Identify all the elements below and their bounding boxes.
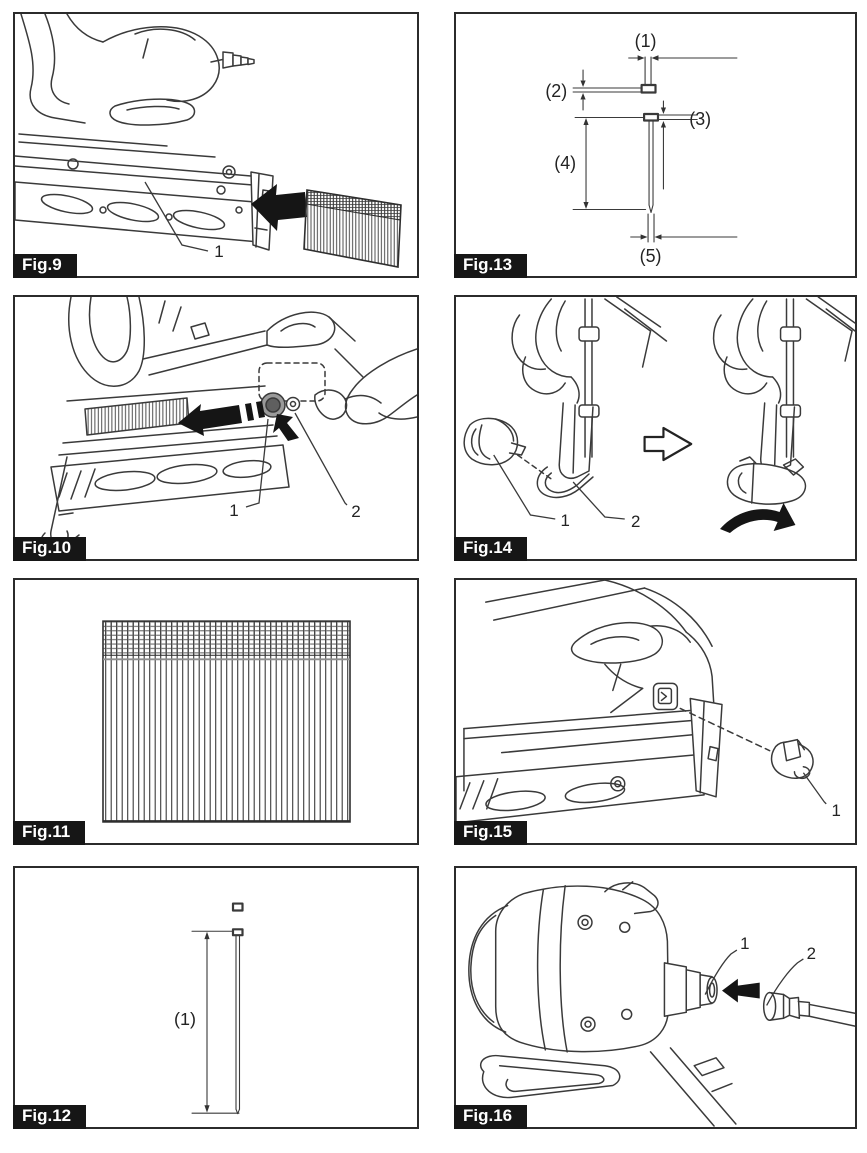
panel-fig10 bbox=[13, 295, 419, 561]
panel-fig9 bbox=[13, 12, 419, 278]
nailer-line-art bbox=[469, 882, 855, 1126]
before-view bbox=[464, 297, 666, 497]
nail-stick bbox=[304, 190, 401, 267]
fig15-illustration bbox=[456, 580, 855, 843]
fig16-illustration bbox=[456, 868, 855, 1127]
slide-arrow-bar-1 bbox=[245, 403, 254, 421]
panel-fig11 bbox=[13, 578, 419, 845]
fig13-dim-4: (4) bbox=[554, 152, 577, 174]
leader-line-1 bbox=[246, 419, 268, 507]
fig9-callout-1: 1 bbox=[214, 242, 224, 261]
fig13-dim-1: (1) bbox=[634, 30, 657, 52]
figure-label: Fig.15 bbox=[454, 821, 527, 845]
fig15-callout-1: 1 bbox=[831, 800, 841, 820]
leader-line-2 bbox=[295, 413, 347, 505]
panel-fig13 bbox=[454, 12, 857, 278]
figure-label: Fig.11 bbox=[13, 821, 85, 845]
panel-fig15 bbox=[454, 578, 857, 845]
attach-direction-arrow bbox=[722, 979, 760, 1003]
figure-label: Fig.13 bbox=[454, 254, 527, 278]
fig16-callout-1: 1 bbox=[740, 934, 750, 954]
fig10-callout-2: 2 bbox=[351, 502, 361, 521]
figure-label: Fig.9 bbox=[13, 254, 77, 278]
figure-label: Fig.12 bbox=[13, 1105, 86, 1129]
fig10-illustration bbox=[15, 297, 417, 559]
figure-label: Fig.10 bbox=[13, 537, 86, 561]
fig11-nail-strip bbox=[15, 580, 417, 843]
figure-label: Fig.16 bbox=[454, 1105, 527, 1129]
panel-fig12 bbox=[13, 866, 419, 1129]
nailer-line-art bbox=[456, 580, 813, 823]
leader-line-1 bbox=[803, 773, 826, 804]
fig14-callout-2: 2 bbox=[630, 511, 641, 532]
fig10-callout-1: 1 bbox=[229, 501, 239, 520]
fig12-dimension-diagram bbox=[15, 868, 417, 1127]
rotation-arrow bbox=[720, 503, 795, 533]
nail-strip bbox=[103, 621, 350, 822]
fig14-illustration bbox=[456, 297, 855, 559]
fig9-illustration bbox=[15, 14, 417, 276]
figure-label: Fig.14 bbox=[454, 537, 527, 561]
fig13-dim-2: (2) bbox=[545, 80, 568, 102]
after-view bbox=[714, 297, 855, 504]
panel-fig14 bbox=[454, 295, 857, 561]
leader-line-1 bbox=[145, 182, 208, 251]
nailer-line-art bbox=[15, 14, 273, 250]
transition-arrow bbox=[645, 428, 692, 460]
fig13-dimension-diagram bbox=[456, 14, 855, 276]
fig16-callout-2: 2 bbox=[806, 943, 817, 963]
fig14-callout-1: 1 bbox=[560, 510, 570, 531]
fig13-dim-5: (5) bbox=[639, 245, 662, 267]
panel-fig16 bbox=[454, 866, 857, 1129]
fig13-dim-3: (3) bbox=[689, 108, 712, 130]
fig12-dim-1: (1) bbox=[174, 1009, 196, 1030]
press-arrow bbox=[273, 414, 299, 441]
